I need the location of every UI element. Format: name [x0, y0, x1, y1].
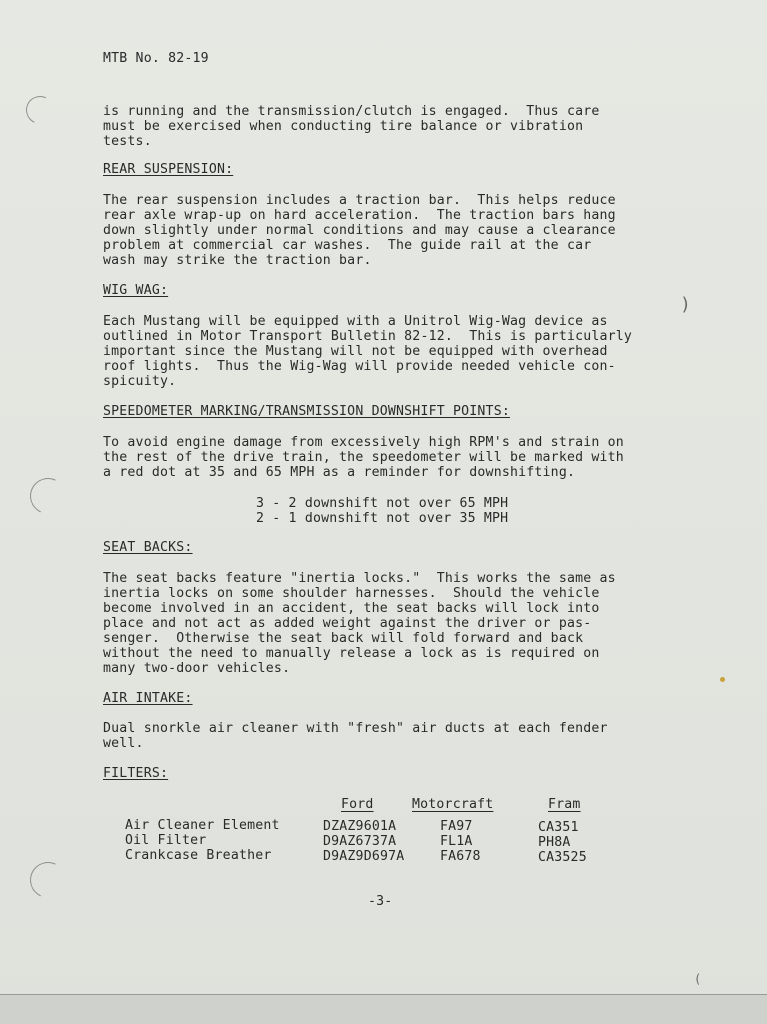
- motorcraft-part-cell: FA97: [440, 819, 473, 834]
- text-line: The rear suspension includes a traction bar. This helps reduce: [103, 193, 616, 208]
- ford-part-cell: D9AZ6737A: [323, 834, 397, 849]
- fram-part-cell: PH8A: [538, 835, 571, 850]
- speedometer-heading: SPEEDOMETER MARKING/TRANSMISSION DOWNSHIFT POINTS:: [103, 404, 510, 419]
- downshift-point-3-2: 3 - 2 downshift not over 65 MPH: [256, 496, 509, 511]
- scanner-bottom-band: [0, 994, 767, 1024]
- filter-name-cell: Crankcase Breather: [125, 848, 272, 863]
- column-header-motorcraft: Motorcraft: [412, 797, 494, 812]
- rear-suspension-heading: REAR SUSPENSION:: [103, 162, 234, 177]
- text-line: rear axle wrap-up on hard acceleration. The traction bars hang: [103, 208, 616, 223]
- text-line: wash may strike the traction bar.: [103, 253, 372, 268]
- text-line: down slightly under normal conditions and may cause a clearance: [103, 223, 616, 238]
- text-line: place and not act as added weight against the driver or pas-: [103, 616, 592, 631]
- fram-part-cell: CA351: [538, 820, 579, 835]
- column-header-fram: Fram: [548, 797, 581, 812]
- text-line: well.: [103, 736, 144, 751]
- wig-wag-paragraph: [103, 314, 703, 389]
- air-intake-heading: AIR INTAKE:: [103, 691, 193, 706]
- bottom-margin-mark: (: [694, 972, 702, 986]
- text-line: become involved in an accident, the seat backs will lock into: [103, 601, 600, 616]
- text-line: senger. Otherwise the seat back will fold forward and back: [103, 631, 584, 646]
- filters-heading: FILTERS:: [103, 766, 169, 781]
- text-line: inertia locks on some shoulder harnesses. Should the vehicle: [103, 586, 600, 601]
- text-line: The seat backs feature "inertia locks." This works the same as: [103, 571, 616, 586]
- text-line: important since the Mustang will not be equipped with overhead: [103, 344, 608, 359]
- seat-backs-heading: SEAT BACKS:: [103, 540, 193, 555]
- air-intake-paragraph: [103, 721, 703, 751]
- punch-hole-mark-bottom: [25, 857, 71, 903]
- page-number: -3-: [368, 894, 393, 909]
- text-line: outlined in Motor Transport Bulletin 82-12. This is particularly: [103, 329, 633, 344]
- text-line: tests.: [103, 134, 152, 149]
- downshift-point-2-1: 2 - 1 downshift not over 35 MPH: [256, 511, 509, 526]
- ford-part-cell: DZAZ9601A: [323, 819, 397, 834]
- text-line: Each Mustang will be equipped with a Unitrol Wig-Wag device as: [103, 314, 608, 329]
- ford-part-cell: D9AZ9D697A: [323, 849, 405, 864]
- rear-suspension-paragraph: [103, 193, 703, 268]
- text-line: spicuity.: [103, 374, 177, 389]
- punch-hole-mark-top: [25, 473, 71, 519]
- bulletin-number: MTB No. 82-19: [103, 51, 209, 66]
- text-line: problem at commercial car washes. The guide rail at the car: [103, 238, 592, 253]
- wig-wag-heading: WIG WAG:: [103, 283, 169, 298]
- motorcraft-part-cell: FA678: [440, 849, 481, 864]
- stray-ink-dot: [720, 677, 725, 682]
- column-header-ford: Ford: [341, 797, 374, 812]
- text-line: is running and the transmission/clutch is engaged. Thus care: [103, 104, 600, 119]
- filter-name-cell: Air Cleaner Element: [125, 818, 280, 833]
- text-line: many two-door vehicles.: [103, 661, 291, 676]
- seat-backs-paragraph: [103, 571, 703, 676]
- punch-hole-mark-upper: [22, 92, 58, 128]
- margin-paren-mark: ): [680, 294, 691, 315]
- text-line: To avoid engine damage from excessively high RPM's and strain on: [103, 435, 624, 450]
- fram-part-cell: CA3525: [538, 850, 587, 865]
- speedometer-paragraph: [103, 435, 703, 480]
- intro-paragraph: [103, 104, 703, 149]
- motorcraft-part-cell: FL1A: [440, 834, 473, 849]
- text-line: roof lights. Thus the Wig-Wag will provide needed vehicle con-: [103, 359, 616, 374]
- text-line: Dual snorkle air cleaner with "fresh" air ducts at each fender: [103, 721, 608, 736]
- text-line: must be exercised when conducting tire balance or vibration: [103, 119, 584, 134]
- filter-name-cell: Oil Filter: [125, 833, 207, 848]
- text-line: the rest of the drive train, the speedometer will be marked with: [103, 450, 624, 465]
- text-line: without the need to manually release a lock as is required on: [103, 646, 600, 661]
- text-line: a red dot at 35 and 65 MPH as a reminder for downshifting.: [103, 465, 576, 480]
